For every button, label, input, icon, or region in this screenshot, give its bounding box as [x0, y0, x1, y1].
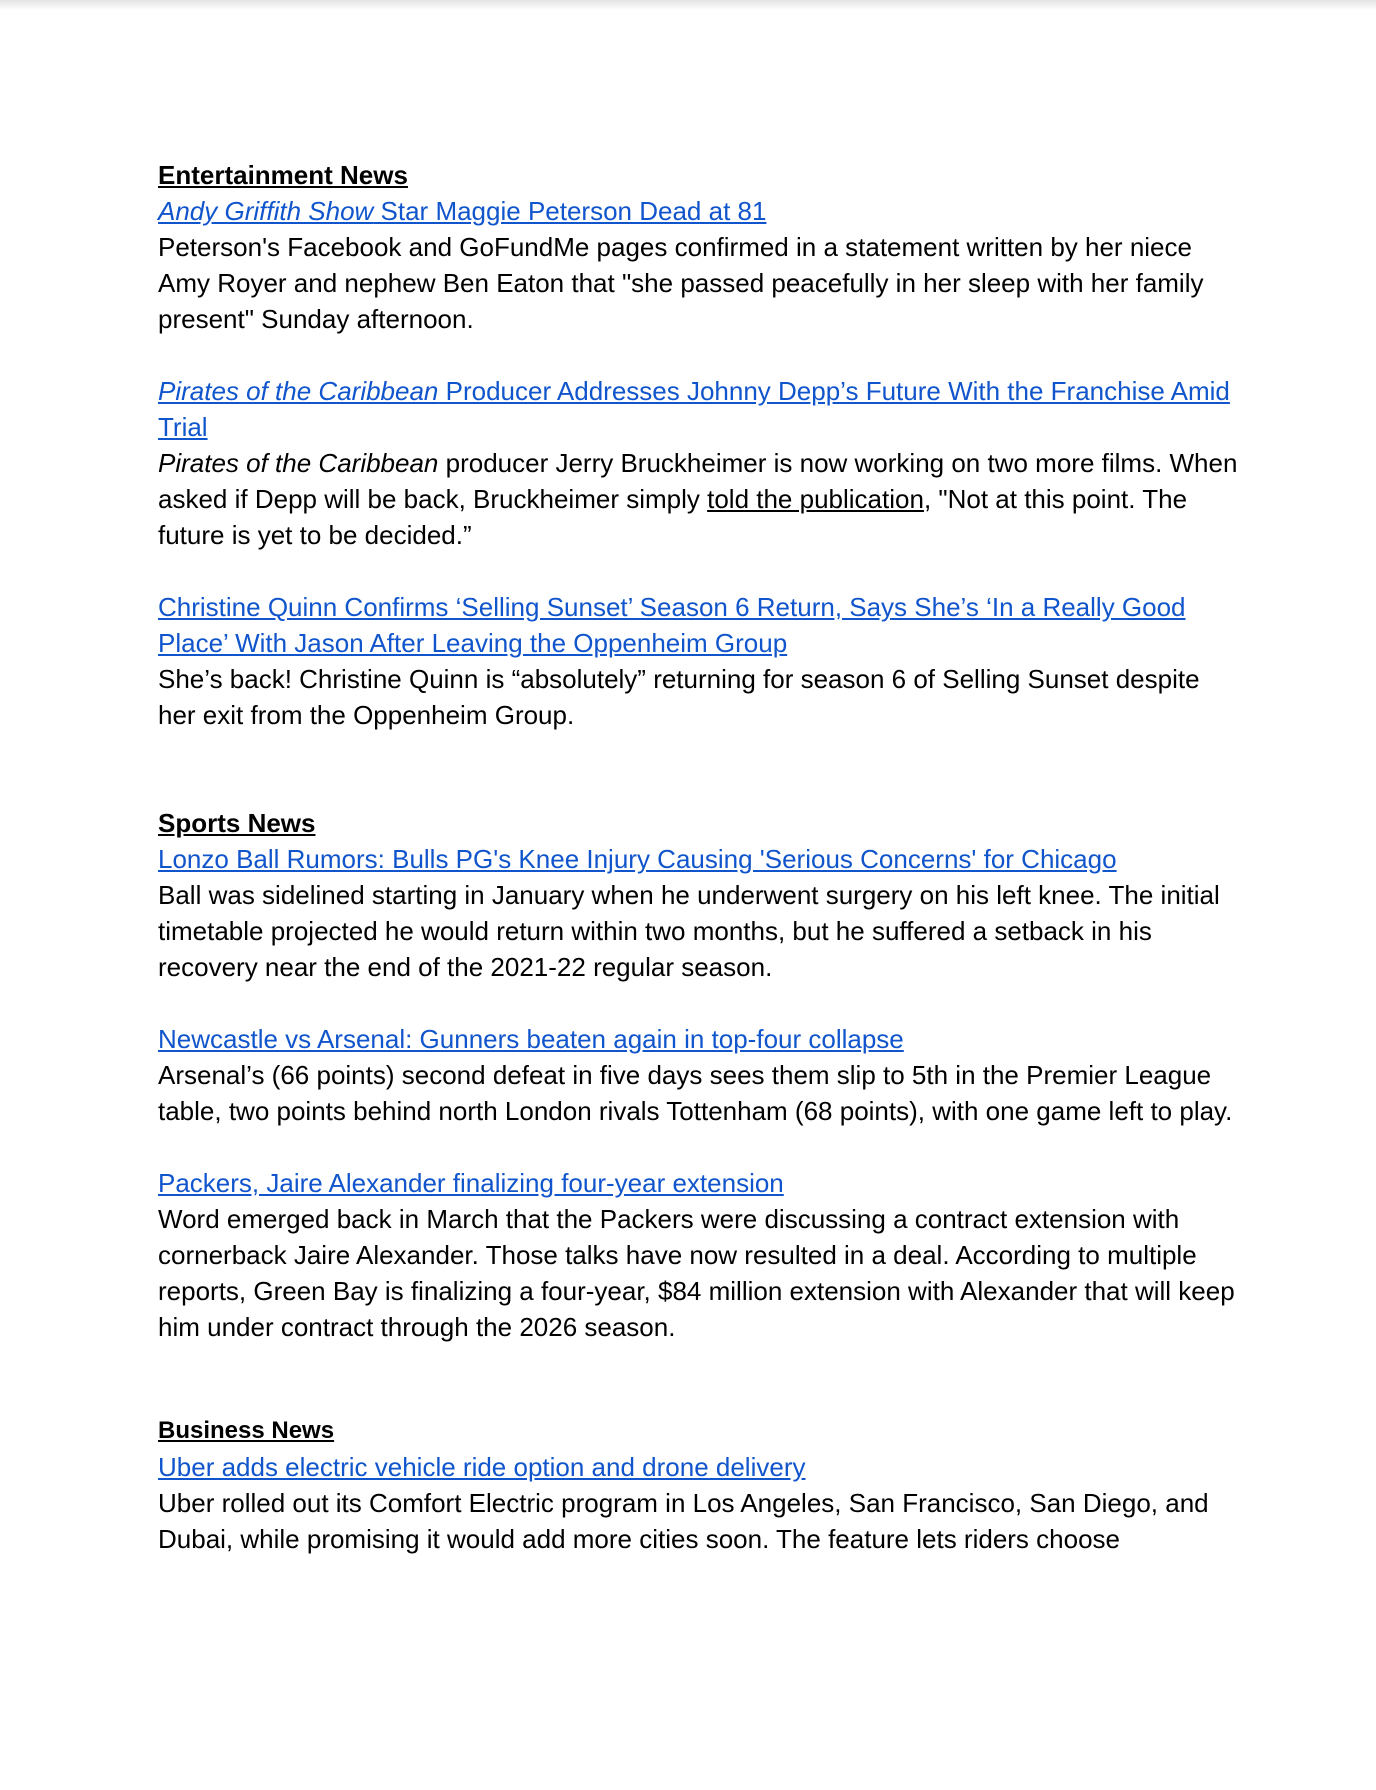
headline-text: Producer Addresses Johnny Depp’s Future With the Franchise Amid Trial — [158, 376, 1230, 442]
summary-text: She’s back! Christine Quinn is “absolutely” returning for season 6 of Selling Sunset despite her exit from the Oppenheim Group. — [158, 664, 1200, 730]
article-maggie-peterson — [158, 193, 1238, 337]
headline-link-maggie-peterson[interactable] — [158, 196, 766, 226]
summary-part-1: producer Jerry Bruckheimer is now working on two more films. When asked if Depp will be back, Bruckheimer simply — [158, 448, 1238, 514]
headline-text: Star Maggie Peterson Dead at 81 — [373, 196, 767, 226]
document-page — [158, 157, 1238, 1557]
summary-text: Word emerged back in March that the Packers were discussing a contract extension with cornerback Jaire Alexander. Those talks have now resulted in a deal. According to multiple reports, Green Bay is finalizing a four-year, $84 million extension with Alexander that will keep him under contract through the 2026 season. — [158, 1204, 1235, 1342]
headline-italic: Andy Griffith Show — [158, 196, 374, 226]
article-packers-alexander — [158, 1165, 1238, 1345]
headline-link-packers-alexander[interactable]: Packers, Jaire Alexander finalizing four-year extension — [158, 1168, 784, 1198]
section-title-business: Business News — [158, 1417, 335, 1444]
summary-text: Uber rolled out its Comfort Electric program in Los Angeles, San Francisco, San Diego, and Dubai, while promising it would add more cities soon. The feature lets riders choose — [158, 1488, 1209, 1554]
summary-part-2: , "Not at this point. The future is yet to be decided.” — [158, 484, 1188, 550]
article-uber — [158, 1449, 1238, 1557]
told-the-publication-link[interactable]: told the publication — [707, 484, 924, 514]
summary-text: Peterson's Facebook and GoFundMe pages confirmed in a statement written by her niece Amy Royer and nephew Ben Eaton that "she passed peacefully in her sleep with her family present" Sunday afternoon. — [158, 232, 1204, 334]
section-title-sports: Sports News — [158, 808, 316, 838]
section-title-entertainment: Entertainment News — [158, 160, 408, 190]
summary-text: Ball was sidelined starting in January when he underwent surgery on his left knee. The initial timetable projected he would return within two months, but he suffered a setback in his recovery near the end of the 2021-22 regular season. — [158, 880, 1220, 982]
headline-italic: Pirates of the Caribbean — [158, 376, 439, 406]
article-lonzo-ball — [158, 841, 1238, 985]
summary-italic: Pirates of the Caribbean — [158, 448, 439, 478]
headline-link-newcastle-arsenal[interactable]: Newcastle vs Arsenal: Gunners beaten again in top-four collapse — [158, 1024, 904, 1054]
article-pirates-depp — [158, 373, 1238, 553]
headline-link-pirates-depp[interactable] — [158, 376, 1230, 442]
summary-text: Arsenal’s (66 points) second defeat in five days sees them slip to 5th in the Premier League table, two points behind north London rivals Tottenham (68 points), with one game left to play. — [158, 1060, 1233, 1126]
article-newcastle-arsenal — [158, 1021, 1238, 1129]
article-christine-quinn — [158, 589, 1238, 733]
headline-link-christine-quinn[interactable]: Christine Quinn Confirms ‘Selling Sunset’ Season 6 Return, Says She’s ‘In a Really Good Place’ With Jason After Leaving the Oppenheim Group — [158, 592, 1186, 658]
headline-link-lonzo-ball[interactable]: Lonzo Ball Rumors: Bulls PG's Knee Injury Causing 'Serious Concerns' for Chicago — [158, 844, 1117, 874]
page-top-shadow — [0, 0, 1376, 10]
headline-link-uber[interactable]: Uber adds electric vehicle ride option and drone delivery — [158, 1452, 806, 1482]
summary-text — [158, 445, 1238, 553]
